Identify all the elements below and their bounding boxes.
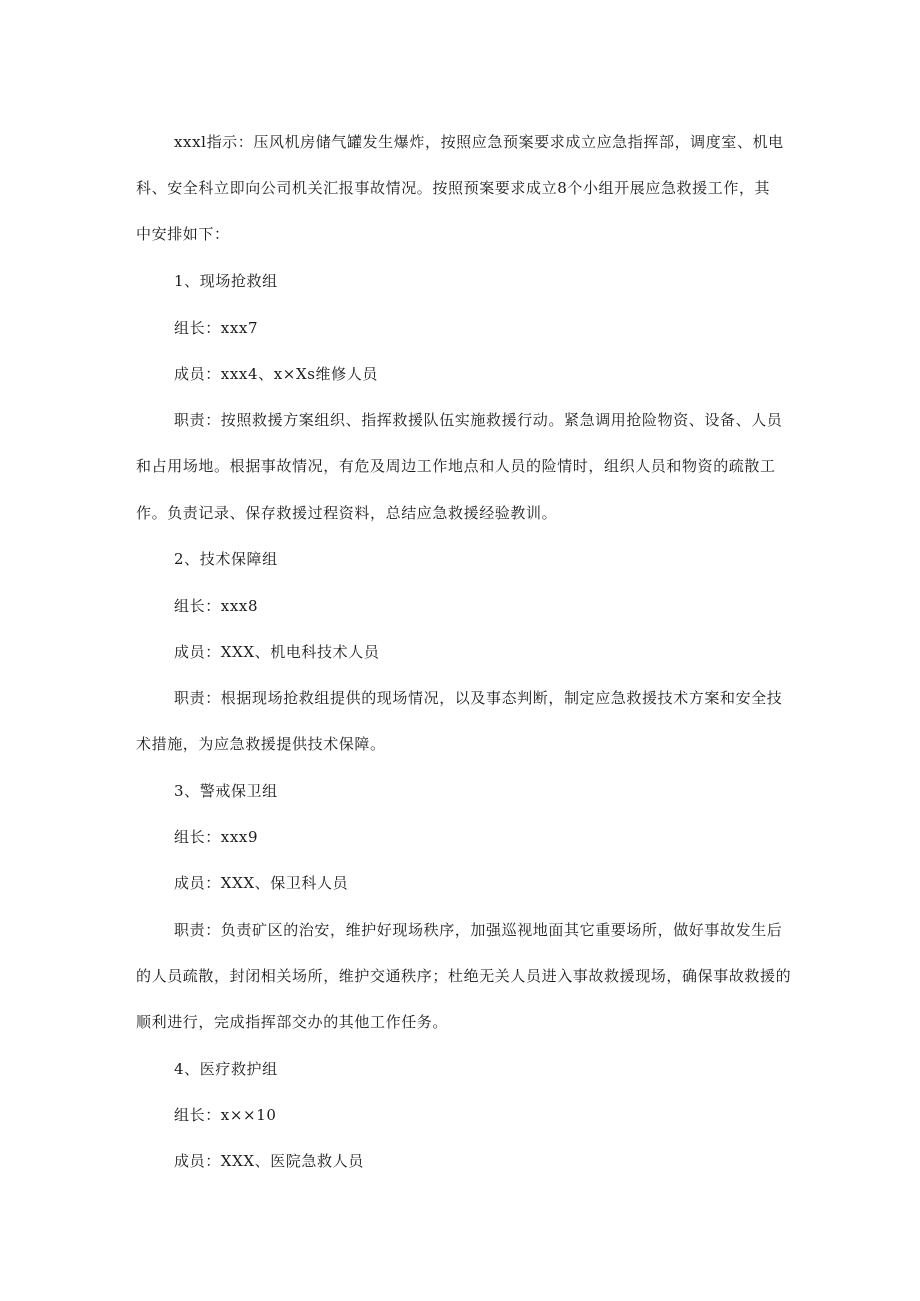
group-3-leader: 组长：xxx9 xyxy=(174,828,259,846)
group-2-leader: 组长：xxx8 xyxy=(174,597,259,615)
group-2-members: 成员：XXX、机电科技术人员 xyxy=(174,643,380,661)
group-3-duty-line-3: 顺利进行，完成指挥部交办的其他工作任务。 xyxy=(136,1013,449,1031)
intro-line-3: 中安排如下： xyxy=(136,225,230,243)
group-1-duty-line-2: 和占用场地。根据事故情况，有危及周边工作地点和人员的险情时，组织人员和物资的疏散工 xyxy=(136,457,776,475)
group-1-duty-line-1: 职责：按照救援方案组织、指挥救援队伍实施救援行动。紧急调用抢险物资、设备、人员 xyxy=(174,411,783,429)
group-1-members: 成员：xxx4、x×Xs维修人员 xyxy=(174,365,378,383)
group-4-members: 成员：XXX、医院急救人员 xyxy=(174,1152,364,1170)
group-1-leader: 组长：xxx7 xyxy=(174,319,259,337)
group-2-duty-line-1: 职责：根据现场抢救组提供的现场情况，以及事态判断，制定应急救援技术方案和安全技 xyxy=(174,689,783,707)
intro-line-2: 科、安全科立即向公司机关汇报事故情况。按照预案要求成立8个小组开展应急救援工作，其 xyxy=(136,179,771,197)
intro-line-1: xxxl指示：压风机房储气罐发生爆炸，按照应急预案要求成立应急指挥部，调度室、机电 xyxy=(174,133,784,151)
group-2-heading: 2、技术保障组 xyxy=(174,550,278,568)
group-1-heading: 1、现场抢救组 xyxy=(174,272,278,290)
group-4-heading: 4、医疗救护组 xyxy=(174,1060,278,1078)
group-3-members: 成员：XXX、保卫科人员 xyxy=(174,874,349,892)
group-3-duty-line-1: 职责：负责矿区的治安，维护好现场秩序，加强巡视地面其它重要场所，做好事故发生后 xyxy=(174,921,783,939)
group-4-leader: 组长：x××10 xyxy=(174,1106,277,1124)
group-3-heading: 3、警戒保卫组 xyxy=(174,782,278,800)
group-3-duty-line-2: 的人员疏散，封闭相关场所，维护交通秩序；杜绝无关人员进入事故救援现场，确保事故救援的 xyxy=(136,967,792,985)
group-2-duty-line-2: 术措施，为应急救援提供技术保障。 xyxy=(136,735,386,753)
group-1-duty-line-3: 作。负责记录、保存救援过程资料，总结应急救援经验教训。 xyxy=(136,504,558,522)
